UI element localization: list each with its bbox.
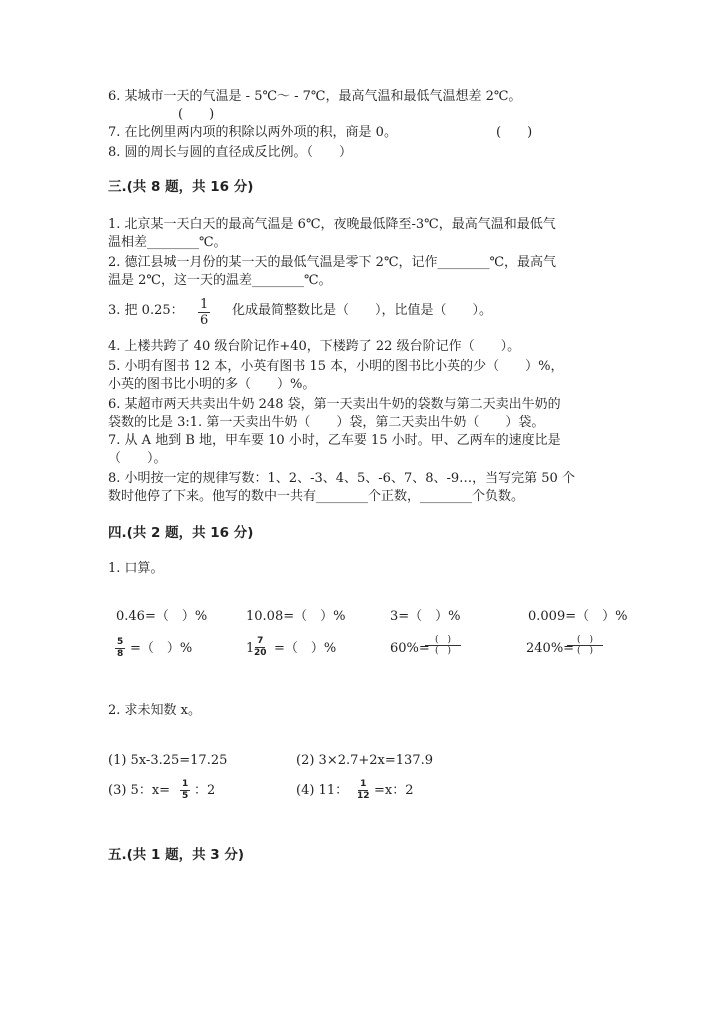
denominator: 8 [117,649,124,659]
denominator: 20 [254,648,267,658]
numerator: 1 [360,779,367,789]
s3-q4: 4. 上楼共跨了 40 级台阶记作+40，下楼跨了 22 级台阶记作（ ）。 [108,339,521,354]
eq-4-fraction [357,780,370,801]
s3-q8-l1: 8. 小明按一定的规律写数：1、2、-3、4、5、-6、7、8、-9…，当写完第 50 个 [108,471,575,486]
eq-3-fraction [180,780,190,801]
section4-title: 四.(共 2 题，共 16 分) [108,525,254,541]
denominator-blank: ( ) [435,646,452,656]
s3-q3-a: 3. 把 0.25： [108,303,184,318]
s3-q6-l1: 6. 某超市两天共卖出牛奶 248 袋，第一天卖出牛奶的袋数与第二天卖出牛奶的 [108,397,561,412]
s2-q7-blank: ( ) [496,125,533,140]
denominator: 5 [182,791,189,801]
s3-q2-l2: 温是 2℃，这一天的温差________℃。 [108,273,332,288]
s3-q3-fraction [198,298,210,327]
s3-q8-l2: 数时他停了下来。他写的数中一共有________个正数，________个负数。 [108,489,525,504]
s3-q7-l2: （ ）。 [108,451,167,466]
denominator: 12 [357,791,370,801]
s3-q5-l2: 小英的图书比小明的多（ ）%。 [108,377,316,392]
section3-title: 三.(共 8 题，共 16 分) [108,179,254,195]
calc-8-fraction [567,636,603,656]
s2-q6-line1: 6. 某城市一天的气温是 - 5℃～ - 7℃，最高气温和最低气温想差 2℃。 [108,89,522,104]
eq-3-a: (3) 5：x= [108,783,171,798]
calc-6-whole: 1 [246,641,255,656]
denominator-blank: ( ) [577,646,594,656]
eq-1: (1) 5x-3.25=17.25 [108,753,228,768]
denominator: 6 [200,313,209,328]
section5-title: 五.(共 1 题，共 3 分) [108,847,245,863]
s3-q6-l2: 袋数的比是 3:1. 第一天卖出牛奶（ ）袋，第二天卖出牛奶（ ）袋。 [108,415,545,430]
s2-q6-blank: ( ) [178,107,215,122]
numerator: 7 [257,636,264,646]
eq-4-b: =x：2 [374,783,414,798]
numerator: 1 [200,297,209,312]
numerator-blank: ( ) [567,636,603,646]
calc-4: 0.009=（ ）% [528,609,628,624]
s4-q2: 2. 求未知数 x。 [108,703,201,718]
s3-q1-l1: 1. 北京某一天白天的最高气温是 6℃，夜晚最低降至-3℃，最高气温和最低气 [108,217,556,232]
s3-q3-b: 化成最简整数比是（ ），比值是（ ）。 [232,303,493,318]
calc-6-rest: =（ ）% [274,641,337,656]
calc-7: 60%= [390,641,430,656]
eq-3-b: ：2 [194,783,216,798]
eq-2: (2) 3×2.7+2x=137.9 [296,753,433,768]
s3-q7-l1: 7. 从 A 地到 B 地，甲车要 10 小时，乙车要 15 小时。甲、乙两车的速度比是 [108,433,561,448]
calc-5-fraction [115,638,125,659]
calc-5-rest: =（ ）% [130,641,193,656]
s4-q1: 1. 口算。 [108,561,164,576]
s3-q5-l1: 5. 小明有图书 12 本，小英有图书 15 本，小明的图书比小英的少（ ）%， [108,359,564,374]
numerator-blank: ( ) [425,636,461,646]
numerator: 1 [182,779,189,789]
s2-q8: 8. 圆的周长与圆的直径成反比例。（ ） [108,145,353,160]
numerator: 5 [117,637,124,647]
s3-q1-l2: 温相差________℃。 [108,235,227,250]
calc-3: 3=（ ）% [390,609,461,624]
eq-4-a: (4) 11： [296,783,349,798]
calc-7-fraction [425,636,461,656]
calc-6-fraction [254,637,267,658]
calc-8: 240%= [526,641,575,656]
calc-2: 10.08=（ ）% [246,609,346,624]
s2-q7: 7. 在比例里两内项的积除以两外项的积，商是 0。 [108,125,397,140]
s3-q2-l1: 2. 德江县城一月份的某一天的最低气温是零下 2℃，记作________℃，最高气 [108,255,557,270]
calc-1: 0.46=（ ）% [116,609,208,624]
